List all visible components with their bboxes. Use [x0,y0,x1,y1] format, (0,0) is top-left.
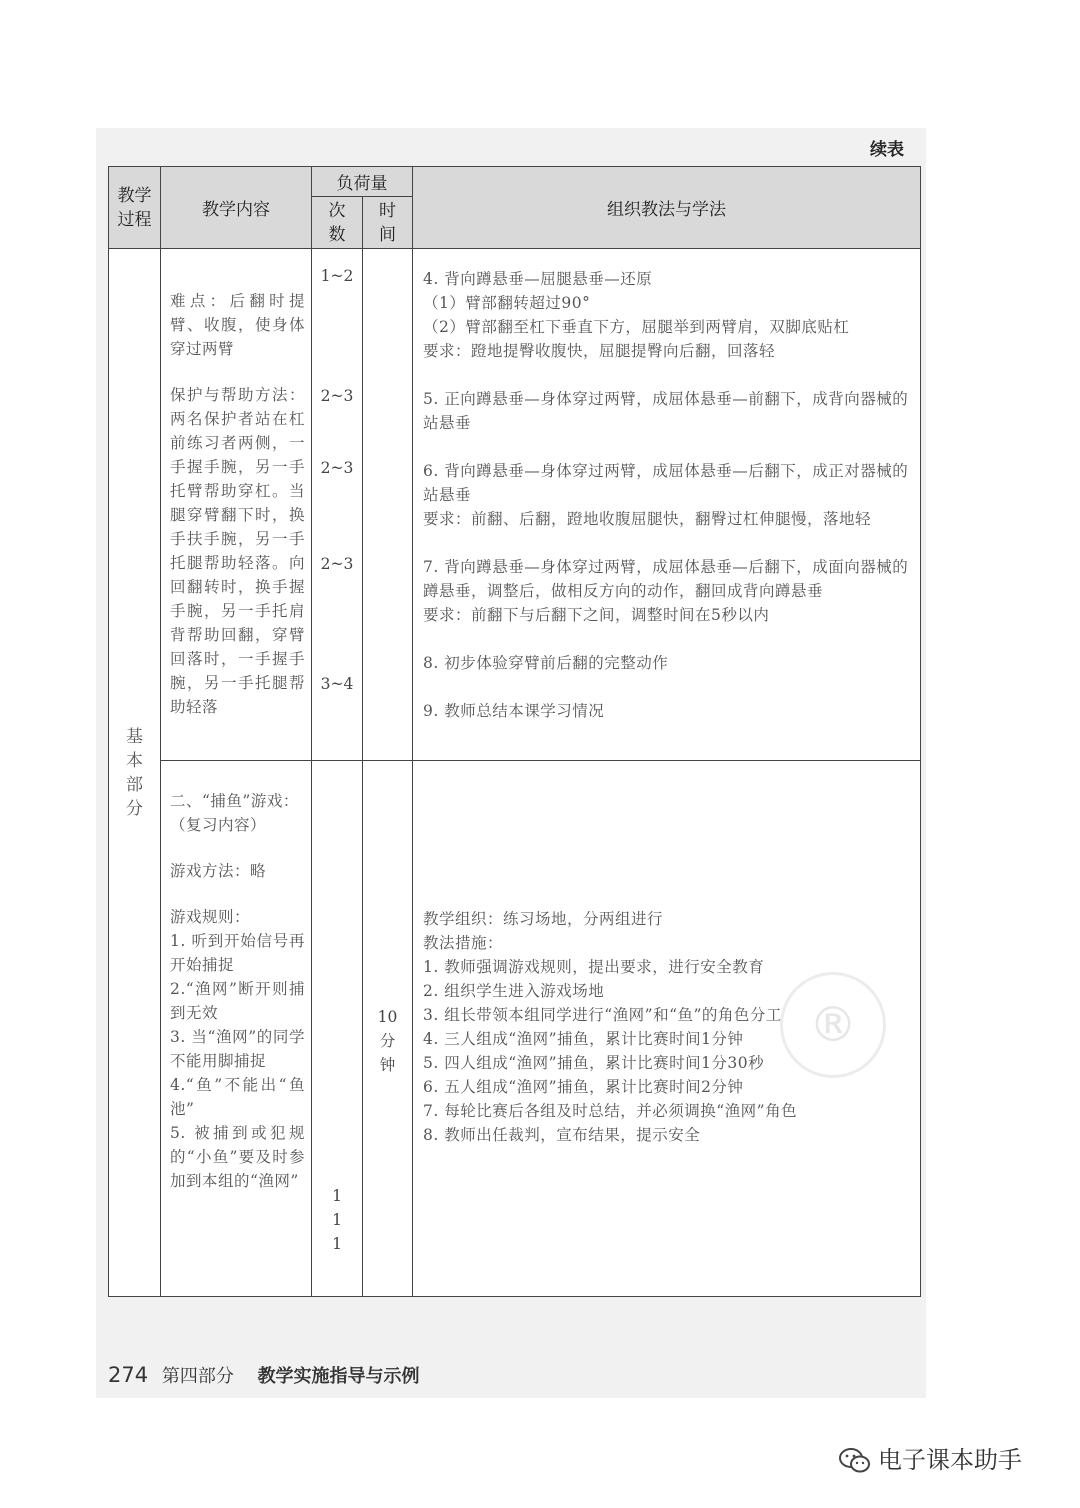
method-line: 1. 教师强调游戏规则，提出要求，进行安全教育 [423,958,765,976]
game-rule: 1. 听到开始信号再开始捕捉 [170,932,305,974]
wechat-icon [838,1447,872,1475]
game-rule: 3. 当“渔网”的同学不能用脚捕捉 [170,1028,305,1070]
method-line: 8. 教师出任裁判，宣布结果，提示安全 [423,1126,701,1144]
page-footer [108,1362,420,1388]
count-item: 2~3 [320,387,354,405]
registered-watermark-icon: ® [780,972,886,1078]
method-line: 9. 教师总结本课学习情况 [423,702,605,720]
game-rules-title: 游戏规则： [170,908,251,926]
method-line: 要求：蹬地提臀收腹快，屈腿提臀向后翻，回落轻 [423,342,776,360]
method-line: 5. 正向蹲悬垂—身体穿过两臂，成屈体悬垂—前翻下，成背向器械的站悬垂 [423,390,909,432]
game-rule: 5. 被捕到或犯规的“小鱼”要及时参加到本组的“渔网” [170,1124,305,1190]
method-line: 教学组织：练习场地，分两组进行 [423,910,664,928]
header-time: 时间 [363,197,413,249]
method-line: （1）臂部翻转超过90° [423,294,591,312]
stage-cell [109,249,161,1297]
difficulty-text: 难点：后翻时提臂、收腹，使身体穿过两臂 [170,292,305,358]
method-line: 3. 组长带领本组同学进行“渔网”和“鱼”的角色分工 [423,1006,782,1024]
header-count: 次数 [312,197,363,249]
time-value: 10分钟 [377,1008,398,1074]
brand-name: 电子课本助手 [878,1446,1022,1474]
row2-time [363,761,413,1297]
lesson-plan-table [108,166,921,1297]
continued-label: 续表 [870,140,904,160]
method-line: 7. 背向蹲悬垂—身体穿过两臂，成屈体悬垂—后翻下，成面向器械的蹲悬垂，调整后，做相反方向的动作，翻回成背向蹲悬垂 [423,558,909,600]
method-line: 5. 四人组成“渔网”捕鱼，累计比赛时间1分30秒 [423,1054,765,1072]
method-line: 7. 每轮比赛后各组及时总结，并必须调换“渔网”角色 [423,1102,798,1120]
count-item: 1 [332,1187,342,1205]
footer-section: 第四部分 [161,1366,234,1387]
game-method: 游戏方法：略 [170,862,267,880]
count-item: 3~4 [320,675,354,693]
footer-title: 教学实施指导与示例 [257,1366,420,1387]
count-item: 1 [332,1235,342,1253]
protection-text: 保护与帮助方法：两名保护者站在杠前练习者两侧，一手握手腕，另一手托臂帮助穿杠。当腿穿臂翻下时，换手扶手腕，另一手托腿帮助轻落。向回翻转时，换手握手腕，另一手托肩背帮助回翻，穿臂回落时，一手握手腕，另一手托腿帮助轻落 [170,386,305,716]
header-content: 教学内容 [161,167,312,249]
method-line: 6. 五人组成“渔网”捕鱼，累计比赛时间2分钟 [423,1078,744,1096]
header-stage: 教学过程 [109,167,161,249]
stage-label: 基本部分 [126,726,143,819]
count-item: 2~3 [320,555,354,573]
count-item: 1 [332,1211,342,1229]
method-line: 4. 背向蹲悬垂—屈腿悬垂—还原 [423,270,653,288]
game-rule: 2.“渔网”断开则捕到无效 [170,980,305,1022]
count-item: 1~2 [320,267,354,285]
game-note: （复习内容） [170,816,267,834]
row1-counts [312,249,363,761]
row2-counts [312,761,363,1297]
method-line: 8. 初步体验穿臂前后翻的完整动作 [423,654,669,672]
row1-content [161,249,312,761]
header-load: 负荷量 [312,167,413,197]
count-item: 2~3 [320,459,354,477]
method-line: 4. 三人组成“渔网”捕鱼，累计比赛时间1分钟 [423,1030,744,1048]
method-line: 要求：前翻下与后翻下之间，调整时间在5秒以内 [423,606,770,624]
brand-watermark [838,1440,1022,1475]
page-number: 274 [108,1363,149,1387]
game-rule: 4.“鱼”不能出“鱼池” [170,1076,305,1118]
row1-method [413,249,921,761]
game-title: 二、“捕鱼”游戏： [170,792,299,810]
method-line: 2. 组织学生进入游戏场地 [423,982,605,1000]
method-line: 教法措施： [423,934,504,952]
method-line: 要求：前翻、后翻，蹬地收腹屈腿快，翻臀过杠伸腿慢，落地轻 [423,510,872,528]
row2-content [161,761,312,1297]
method-line: （2）臂部翻至杠下垂直下方，屈腿举到两臂肩，双脚底贴杠 [423,318,850,336]
row1-time [363,249,413,761]
header-method: 组织教法与学法 [413,167,921,249]
method-line: 6. 背向蹲悬垂—身体穿过两臂，成屈体悬垂—后翻下，成正对器械的站悬垂 [423,462,909,504]
